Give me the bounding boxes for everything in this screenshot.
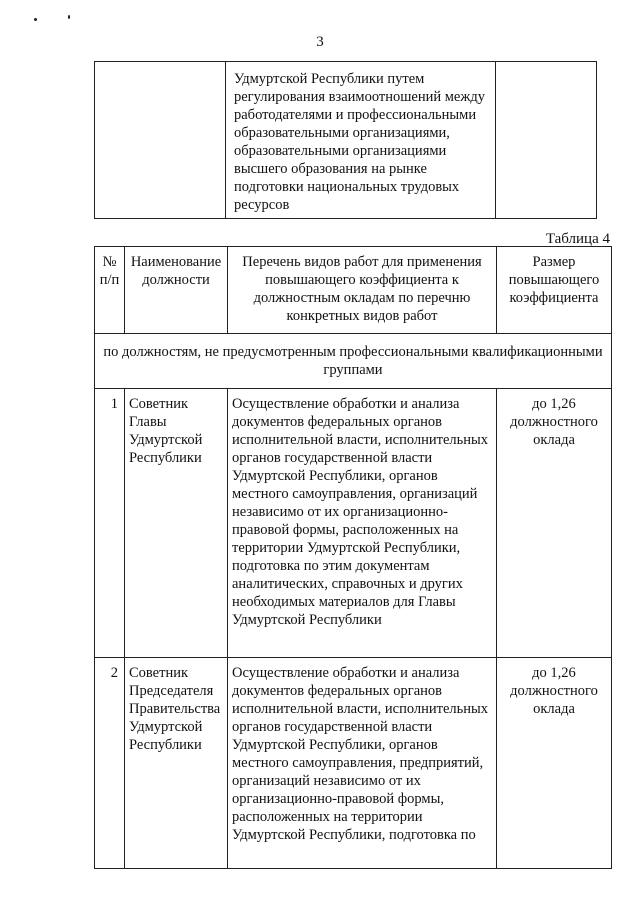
- header-num: № п/п: [95, 247, 125, 334]
- header-position: Наименование должности: [125, 247, 228, 334]
- continuation-table: [94, 61, 597, 219]
- continuation-row: [95, 62, 597, 219]
- header-coefficient: Размер повышающего коэффициента: [497, 247, 612, 334]
- scan-speck: [34, 18, 37, 21]
- table-row: [95, 389, 612, 658]
- section-title: по должностям, не предусмотренным профессиональными квалификационными группами: [95, 334, 612, 389]
- row-coefficient: до 1,26 должностного оклада: [497, 658, 612, 869]
- continuation-text: Удмуртской Республики путем регулирования взаимоотношений между работодателями и профессиональными образовательными организациями, образовательными организациями высшего образования на рынке подготовки национальных трудовых ресурсов: [226, 62, 496, 219]
- row-num: 2: [95, 658, 125, 869]
- positions-table: [94, 246, 612, 869]
- row-position: Советник Председателя Правительства Удмуртской Республики: [125, 658, 228, 869]
- page-number: 3: [316, 34, 324, 50]
- table-header-row: [95, 247, 612, 334]
- row-position: Советник Главы Удмуртской Республики: [125, 389, 228, 658]
- section-row: [95, 334, 612, 389]
- row-works: Осуществление обработки и анализа документов федеральных органов исполнительной власти, исполнительных органов государственной власти Удмуртской Республики, органов местного самоуправления, предприятий, организаций независимо от их организационно-правовой формы, расположенных на территории Удмуртской Республики, подготовка по: [228, 658, 497, 869]
- table-row: [95, 658, 612, 869]
- row-num: 1: [95, 389, 125, 658]
- row-coefficient: до 1,26 должностного оклада: [497, 389, 612, 658]
- table-caption: Таблица 4: [545, 231, 610, 247]
- row-works: Осуществление обработки и анализа документов федеральных органов исполнительной власти, исполнительных органов государственной власти Удмуртской Республики, органов местного самоуправления, организаций независимо от их организационно-правовой формы, расположенных на территории Удмуртской Республики, подготовка по этим документам аналитических, справочных и других необходимых материалов для Главы Удмуртской Республики: [228, 389, 497, 658]
- continuation-cell-empty: [496, 62, 597, 219]
- scan-speck: [68, 15, 70, 19]
- header-works: Перечень видов работ для применения повышающего коэффициента к должностным окладам по перечню конкретных видов работ: [228, 247, 497, 334]
- continuation-cell-empty: [95, 62, 226, 219]
